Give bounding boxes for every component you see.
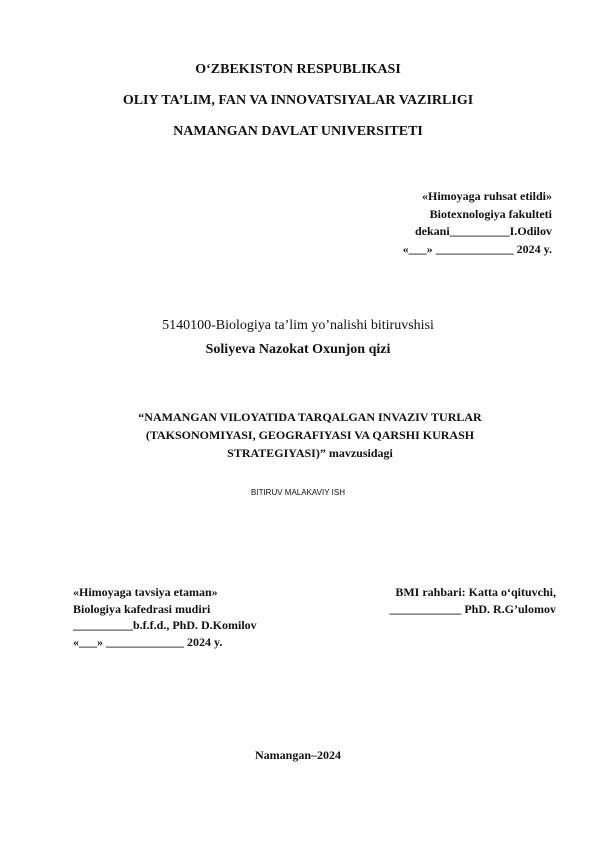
city-year-footer: Namangan–2024 <box>254 748 341 762</box>
approval-title: «Himoyaga ruhsat etildi» <box>421 189 552 203</box>
topic-line-3: STRATEGIYASI)” mavzusidagi <box>227 446 393 460</box>
thesis-topic <box>100 408 520 462</box>
student-name: Soliyeva Nazokat Oxunjon qizi <box>205 342 391 357</box>
program-line: 5140100-Biologiya ta’lim yo’nalishi bitiruvshisi <box>162 318 434 333</box>
recommendation-head: __________b.f.f.d., PhD. D.Komilov <box>73 618 257 632</box>
recommendation-title: «Himoyaga tavsiya etaman» <box>73 585 218 599</box>
university-heading: NAMANGAN DAVLAT UNIVERSITETI <box>173 124 423 139</box>
recommendation-department: Biologiya kafedrasi mudiri <box>73 601 211 616</box>
topic-line-2: (TAKSONOMIYASI, GEOGRAFIYASI VA QARSHI KURASH <box>145 428 475 442</box>
recommendation-block <box>73 584 333 650</box>
supervisor-name: ____________ PhD. R.G’ulomov <box>389 601 556 616</box>
approval-date: «___» _____________ 2024 y. <box>402 241 552 256</box>
recommendation-date: «___» _____________ 2024 y. <box>73 634 223 649</box>
supervisor-title: BMI rahbari: Katta o‘qituvchi, <box>395 585 556 599</box>
work-type: BITIRUV MALAKAVIY ISH <box>251 488 345 497</box>
ministry-heading: OLIY TA’LIM, FAN VA INNOVATSIYALAR VAZIRLIGI <box>122 93 474 108</box>
topic-line-1: “NAMANGAN VILOYATIDA TARQALGAN INVAZIV TURLAR <box>138 410 482 424</box>
approval-block <box>292 188 552 258</box>
approval-dean: dekani__________I.Odilov <box>414 224 552 238</box>
supervisor-block <box>326 584 556 617</box>
approval-faculty: Biotexnologiya fakulteti <box>429 206 552 221</box>
republic-heading: O‘ZBEKISTON RESPUBLIKASI <box>195 62 401 77</box>
